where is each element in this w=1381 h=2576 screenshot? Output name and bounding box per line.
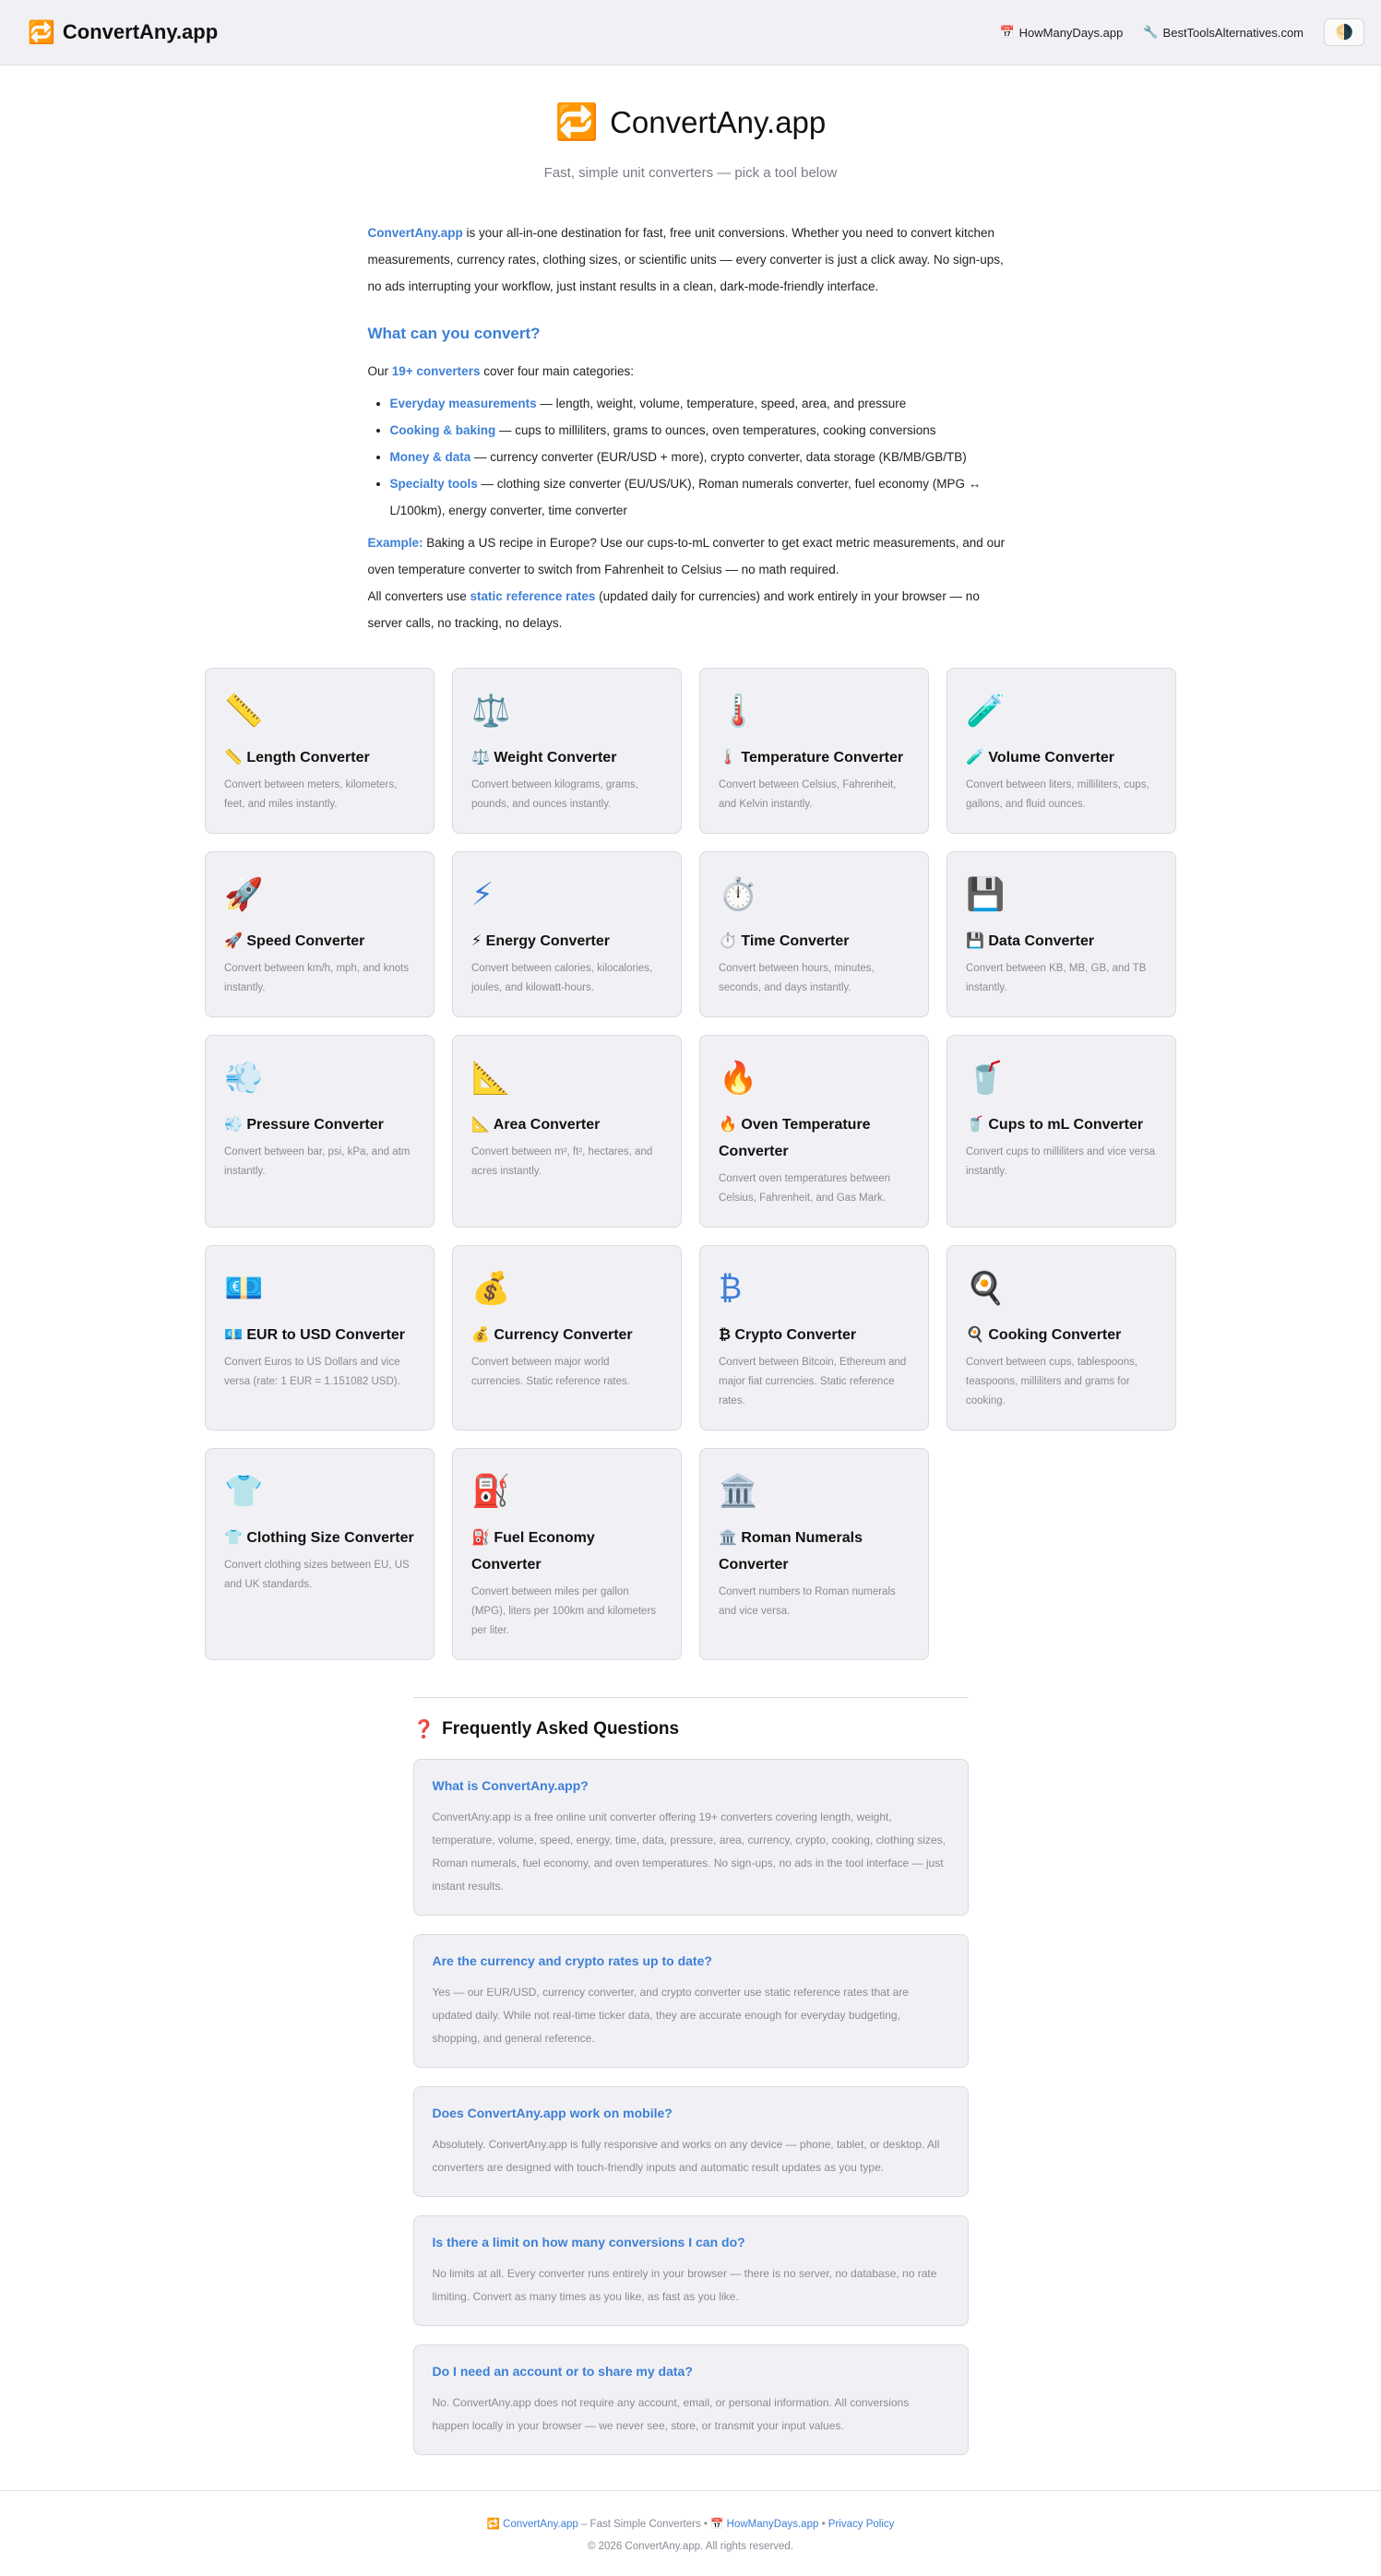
converter-card-description: Convert between Celsius, Fahrenheit, and Kelvin instantly.	[719, 779, 897, 810]
converter-count: 19+ converters	[391, 364, 481, 378]
example-label: Example:	[367, 536, 423, 550]
categories-post: cover four main categories:	[480, 364, 635, 378]
converter-card-title: 🚀 Speed Converter	[224, 933, 365, 949]
repeat-icon: 🔁	[486, 2519, 500, 2530]
nav-link-besttools[interactable]	[1143, 25, 1304, 40]
converter-card-title: 💰 Currency Converter	[471, 1327, 633, 1343]
converter-card-weight[interactable]	[452, 668, 682, 834]
tagline: Fast, simple unit converters — pick a tool below	[543, 165, 838, 181]
faq-heading-text: Frequently Asked Questions	[442, 1719, 680, 1739]
footer-link-howmanydays[interactable]: HowManyDays.app	[726, 2519, 819, 2530]
footer-copyright: © 2026 ConvertAny.app. All rights reserved.	[587, 2541, 794, 2552]
calendar-icon: 📅	[710, 2519, 724, 2530]
footer	[0, 2490, 1381, 2576]
categories-intro	[368, 358, 1014, 385]
converter-card-title: ⚡ Energy Converter	[471, 933, 610, 949]
converter-card-title: 🥤 Cups to mL Converter	[966, 1117, 1144, 1133]
category-text: — clothing size converter (EU/US/UK), Roman numerals converter, fuel economy (MPG ↔ L/100km), energy converter, time converter	[389, 477, 982, 517]
converter-card-title: 💨 Pressure Converter	[224, 1117, 384, 1133]
pressure-icon: 💨	[224, 1061, 264, 1096]
converter-card-description: Convert between Bitcoin, Ethereum and major fiat currencies. Static reference rates.	[719, 1357, 907, 1407]
converter-card-description: Convert cups to milliliters and vice versa instantly.	[966, 1146, 1156, 1177]
oven-icon: 🔥	[719, 1061, 758, 1096]
converter-card-title: 🌡️ Temperature Converter	[719, 750, 904, 766]
converter-card-title: ₿ Crypto Converter	[719, 1327, 857, 1343]
rates-highlight: static reference rates	[470, 589, 596, 603]
faq-question: Is there a limit on how many conversions I can do?	[432, 2235, 745, 2250]
converter-card-cups[interactable]	[946, 1035, 1176, 1228]
converter-card-area[interactable]	[452, 1035, 682, 1228]
faq-answer: Yes — our EUR/USD, currency converter, and crypto converter use static reference rates that are updated daily. While not real-time ticker data, they are accurate enough for everyday budgeting, shopping, and general reference.	[432, 1986, 909, 2045]
category-item	[390, 470, 1014, 524]
faq-question: Do I need an account or to share my data?	[432, 2364, 693, 2379]
top-nav	[999, 18, 1364, 46]
speed-icon: 🚀	[224, 877, 264, 912]
roman-icon: 🏛️	[719, 1474, 758, 1509]
converter-card-description: Convert numbers to Roman numerals and vice versa.	[719, 1586, 896, 1617]
faq-item	[413, 1934, 969, 2068]
wrench-icon: 🔧	[1143, 25, 1159, 39]
eur-usd-icon: 💶	[224, 1271, 264, 1306]
volume-icon: 🧪	[966, 694, 1006, 729]
rates-pre: All converters use	[367, 589, 470, 603]
brand-link[interactable]	[28, 19, 218, 46]
question-mark-icon: ❓	[412, 1720, 435, 1739]
cooking-icon: 🍳	[966, 1271, 1006, 1306]
footer-text: – Fast Simple Converters •	[577, 2519, 711, 2530]
converter-card-description: Convert between bar, psi, kPa, and atm instantly.	[224, 1146, 411, 1177]
weight-icon: ⚖️	[471, 694, 511, 729]
intro-text: is your all-in-one destination for fast, free unit conversions. Whether you need to convert kitchen measurements, currency rates, clothing sizes, or scientific units — every converter is just a click away. No sign-ups, no ads interrupting your workflow, just instant results in a clean, dark-mode-friendly interface.	[367, 226, 1004, 293]
footer-link-convertany[interactable]: ConvertAny.app	[503, 2519, 578, 2530]
converter-card-description: Convert between major world currencies. Static reference rates.	[471, 1357, 630, 1387]
intro-paragraph	[368, 220, 1014, 300]
faq-answer: ConvertAny.app is a free online unit converter offering 19+ converters covering length, weight, temperature, volume, speed, energy, time, data, pressure, area, currency, crypto, cooking, clothing sizes, Roman numerals, fuel economy, and oven temperatures. No sign-ups, no ads in the tool interface — just instant results.	[432, 1810, 946, 1893]
footer-separator: •	[818, 2519, 828, 2530]
cups-icon: 🥤	[966, 1061, 1006, 1096]
converter-card-length[interactable]	[205, 668, 435, 834]
category-item	[390, 444, 1014, 470]
nav-link-label: HowManyDays.app	[1018, 25, 1124, 40]
converter-card-description: Convert between kilograms, grams, pounds, and ounces instantly.	[471, 779, 638, 810]
converter-card-title: ⏱️ Time Converter	[719, 933, 850, 949]
energy-icon: ⚡	[471, 877, 494, 912]
page-title-text: ConvertAny.app	[610, 105, 827, 139]
intro-brand-link[interactable]: ConvertAny.app	[367, 226, 463, 240]
length-icon: 📏	[224, 694, 264, 729]
converter-card-fuel[interactable]	[452, 1448, 682, 1660]
converter-card-data[interactable]	[946, 851, 1176, 1017]
converter-card-title: 🧪 Volume Converter	[966, 750, 1114, 766]
converter-card-speed[interactable]	[205, 851, 435, 1017]
repeat-icon: 🔁	[554, 103, 600, 142]
converter-card-clothing[interactable]	[205, 1448, 435, 1660]
faq-item	[413, 2086, 969, 2197]
category-name: Everyday measurements	[389, 397, 537, 410]
converter-card-description: Convert clothing sizes between EU, US and UK standards.	[224, 1560, 410, 1590]
converter-card-title: 💾 Data Converter	[966, 933, 1095, 949]
nav-link-howmanydays[interactable]	[999, 25, 1123, 40]
data-icon: 💾	[966, 877, 1006, 912]
converter-card-description: Convert Euros to US Dollars and vice versa (rate: 1 EUR = 1.151082 USD).	[224, 1357, 400, 1387]
converter-card-eur-usd[interactable]	[205, 1245, 435, 1430]
currency-icon: 💰	[471, 1271, 511, 1306]
faq-item	[413, 2345, 969, 2455]
converter-card-title: 🏛️ Roman Numerals Converter	[719, 1530, 863, 1573]
converter-card-description: Convert between liters, milliliters, cups, gallons, and fluid ounces.	[966, 779, 1149, 810]
converter-card-description: Convert between meters, kilometers, feet, and miles instantly.	[224, 779, 398, 810]
faq-question: What is ConvertAny.app?	[432, 1778, 589, 1793]
brand-name: ConvertAny.app	[62, 20, 219, 43]
converter-card-time[interactable]	[699, 851, 929, 1017]
faq-answer: No. ConvertAny.app does not require any account, email, or personal information. All conversions happen locally in your browser — we never see, store, or transmit your input values.	[432, 2396, 910, 2432]
faq-item	[413, 2215, 969, 2326]
converter-card-title: 📐 Area Converter	[471, 1117, 601, 1133]
faq-section	[413, 1697, 969, 2455]
converter-card-cooking[interactable]	[946, 1245, 1176, 1430]
converter-card-title: ⛽ Fuel Economy Converter	[471, 1530, 595, 1573]
page-title	[0, 102, 1381, 143]
faq-answer: Absolutely. ConvertAny.app is fully responsive and works on any device — phone, tablet, or desktop. All converters are designed with touch-friendly inputs and automatic result updates as you type.	[432, 2138, 940, 2174]
faq-answer: No limits at all. Every converter runs entirely in your browser — there is no server, no database, no rate limiting. Convert as many times as you like, as fast as you like.	[432, 2267, 937, 2303]
temperature-icon: 🌡️	[719, 694, 758, 729]
converter-card-description: Convert between calories, kilocalories, joules, and kilowatt-hours.	[471, 963, 653, 993]
category-text: — length, weight, volume, temperature, speed, area, and pressure	[536, 397, 907, 410]
footer-links	[0, 2513, 1381, 2535]
converter-card-roman[interactable]	[699, 1448, 929, 1660]
faq-question: Does ConvertAny.app work on mobile?	[432, 2106, 673, 2120]
converter-card-title: 👕 Clothing Size Converter	[224, 1530, 414, 1546]
converter-card-title: 🍳 Cooking Converter	[966, 1327, 1122, 1343]
converter-card-title: 🔥 Oven Temperature Converter	[719, 1117, 871, 1159]
converter-card-description: Convert oven temperatures between Celsius, Fahrenheit, and Gas Mark.	[719, 1173, 891, 1204]
time-icon: ⏱️	[719, 877, 758, 912]
hero	[0, 65, 1381, 181]
converter-card-description: Convert between cups, tablespoons, teaspoons, milliliters and grams for cooking.	[966, 1357, 1138, 1407]
example-paragraph	[368, 529, 1014, 583]
category-name: Cooking & baking	[389, 423, 496, 437]
converter-card-title: ⚖️ Weight Converter	[471, 750, 617, 766]
converter-card-title: 💶 EUR to USD Converter	[224, 1327, 405, 1343]
converter-card-description: Convert between km/h, mph, and knots instantly.	[224, 963, 410, 993]
top-bar	[0, 0, 1381, 65]
converter-card-description: Convert between miles per gallon (MPG), liters per 100km and kilometers per liter.	[471, 1586, 657, 1636]
converter-grid	[205, 668, 1176, 1660]
area-icon: 📐	[471, 1061, 511, 1096]
fuel-icon: ⛽	[471, 1474, 511, 1509]
rates-paragraph	[368, 583, 1014, 636]
category-list	[390, 390, 1014, 524]
converter-card-temperature[interactable]	[699, 668, 929, 834]
footer-link-privacy[interactable]: Privacy Policy	[827, 2519, 895, 2530]
converter-card-description: Convert between KB, MB, GB, and TB instantly.	[966, 963, 1147, 993]
converter-card-energy[interactable]	[452, 851, 682, 1017]
crypto-icon: ₿	[719, 1271, 743, 1306]
converter-card-description: Convert between hours, minutes, seconds, and days instantly.	[719, 963, 875, 993]
half-moon-icon: 🌗	[1335, 25, 1353, 41]
nav-link-label: BestToolsAlternatives.com	[1162, 25, 1304, 40]
calendar-icon: 📅	[999, 25, 1015, 39]
faq-question: Are the currency and crypto rates up to date?	[432, 1953, 712, 1968]
rates-post: (updated daily for currencies) and work entirely in your browser — no server calls, no tracking, no delays.	[367, 589, 980, 630]
converter-card-oven[interactable]	[699, 1035, 929, 1228]
what-can-you-convert-heading: What can you convert?	[367, 325, 541, 342]
faq-item	[413, 1759, 969, 1916]
categories-pre: Our	[367, 364, 392, 378]
faq-heading	[413, 1718, 969, 1740]
category-name: Money & data	[389, 450, 471, 464]
faq-list	[413, 1759, 969, 2455]
repeat-icon: 🔁	[28, 19, 55, 45]
example-text: Baking a US recipe in Europe? Use our cups-to-mL converter to get exact metric measurements, and our oven temperature converter to switch from Fahrenheit to Celsius — no math required.	[367, 536, 1006, 576]
theme-toggle-button[interactable]	[1324, 18, 1364, 46]
converter-card-pressure[interactable]	[205, 1035, 435, 1228]
converter-card-description: Convert between m², ft², hectares, and acres instantly.	[471, 1146, 653, 1177]
category-text: — cups to milliliters, grams to ounces, oven temperatures, cooking conversions	[495, 423, 936, 437]
category-name: Specialty tools	[389, 477, 478, 491]
converter-card-title: 📏 Length Converter	[224, 750, 370, 766]
category-item	[390, 417, 1014, 444]
clothing-icon: 👕	[224, 1474, 264, 1509]
converter-card-volume[interactable]	[946, 668, 1176, 834]
category-text: — currency converter (EUR/USD + more), crypto converter, data storage (KB/MB/GB/TB)	[470, 450, 967, 464]
converter-card-crypto[interactable]	[699, 1245, 929, 1430]
intro-section	[368, 220, 1014, 636]
category-item	[390, 390, 1014, 417]
converter-card-currency[interactable]	[452, 1245, 682, 1430]
